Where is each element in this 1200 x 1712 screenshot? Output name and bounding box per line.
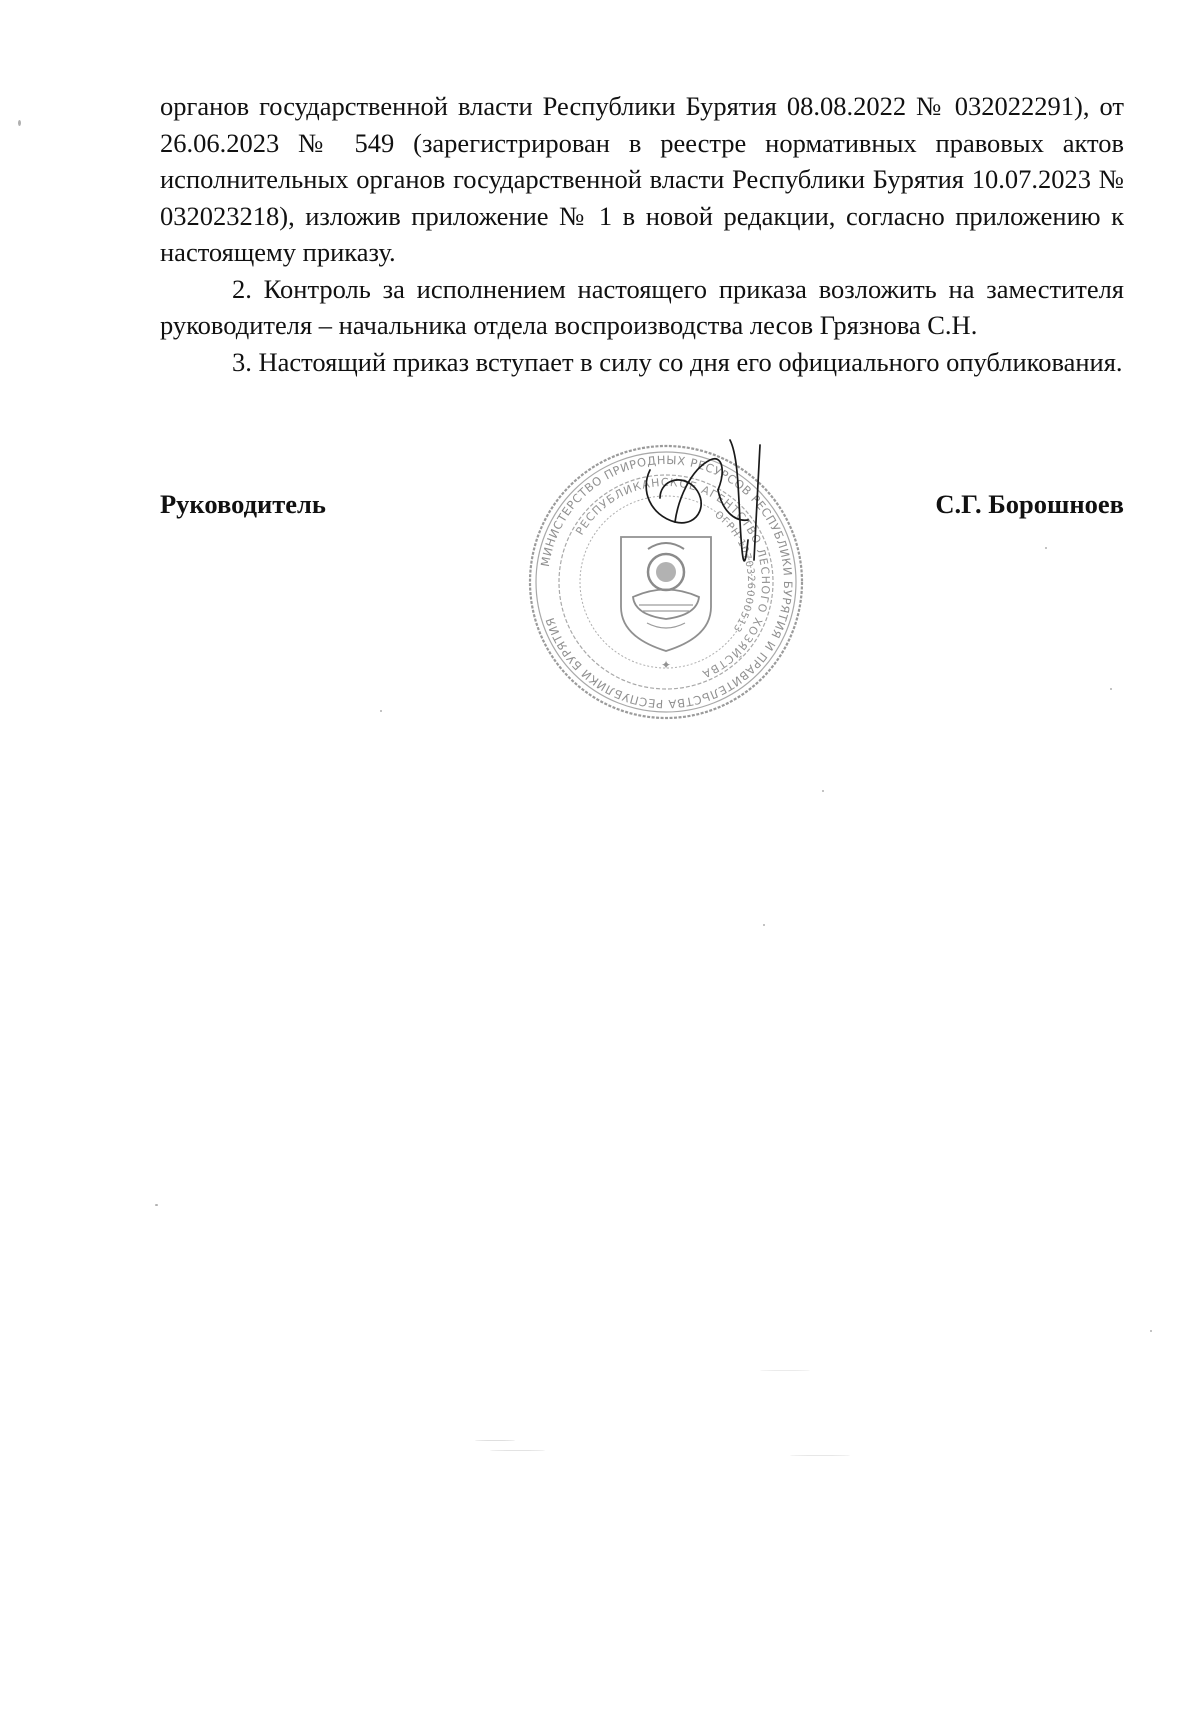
scan-speck — [380, 710, 382, 712]
seal-inner-text: РЕСПУБЛИКАНСКОЕ АГЕНТСТВО ЛЕСНОГО ХОЗЯЙСТВА — [573, 475, 773, 681]
scan-speck — [1150, 1330, 1152, 1332]
scan-speck — [475, 1440, 515, 1441]
scan-speck — [1045, 547, 1047, 549]
scan-speck — [822, 790, 824, 792]
svg-text:✦: ✦ — [660, 658, 672, 672]
paragraph-item-2: 2. Контроль за исполнением настоящего приказа возложить на заместителя руководителя – начальника отдела воспроизводства лесов Грязнова С.Н. — [160, 273, 1124, 340]
seal-outer-text: МИНИСТЕРСТВО ПРИРОДНЫХ РЕСУРСОВ РЕСПУБЛИКИ БУРЯТИЯ И ПРАВИТЕЛЬСТВА РЕСПУБЛИКИ БУРЯТИЯ — [537, 452, 796, 712]
document-body — [160, 88, 1124, 380]
paragraph-item-3: 3. Настоящий приказ вступает в силу со дня его официального опубликования. — [232, 346, 1123, 377]
signer-position: Руководитель — [160, 489, 326, 519]
scan-speck — [18, 120, 21, 126]
signer-name: С.Г. Борошноев — [935, 489, 1124, 519]
scan-speck — [790, 1455, 850, 1456]
scan-speck — [1110, 688, 1112, 690]
scan-speck — [760, 1370, 810, 1371]
scan-speck — [490, 1450, 545, 1451]
paragraph-continuation: органов государственной власти Республики Бурятия 08.08.2022 № 032022291), от 26.06.2023 № 549 (зарегистрирован в реестре нормативных правовых актов исполнительных органов государственной власти Республики Бурятия 10.07.2023 № 032023218), изложив приложение № 1 в новой редакции, согласно приложению к настоящему приказу. — [160, 91, 1124, 267]
signature-block — [160, 489, 1124, 529]
scan-speck — [763, 924, 765, 926]
scan-speck — [155, 1204, 158, 1206]
seal-ogrn-text: ОГРН 1070326000513 — [712, 509, 757, 635]
